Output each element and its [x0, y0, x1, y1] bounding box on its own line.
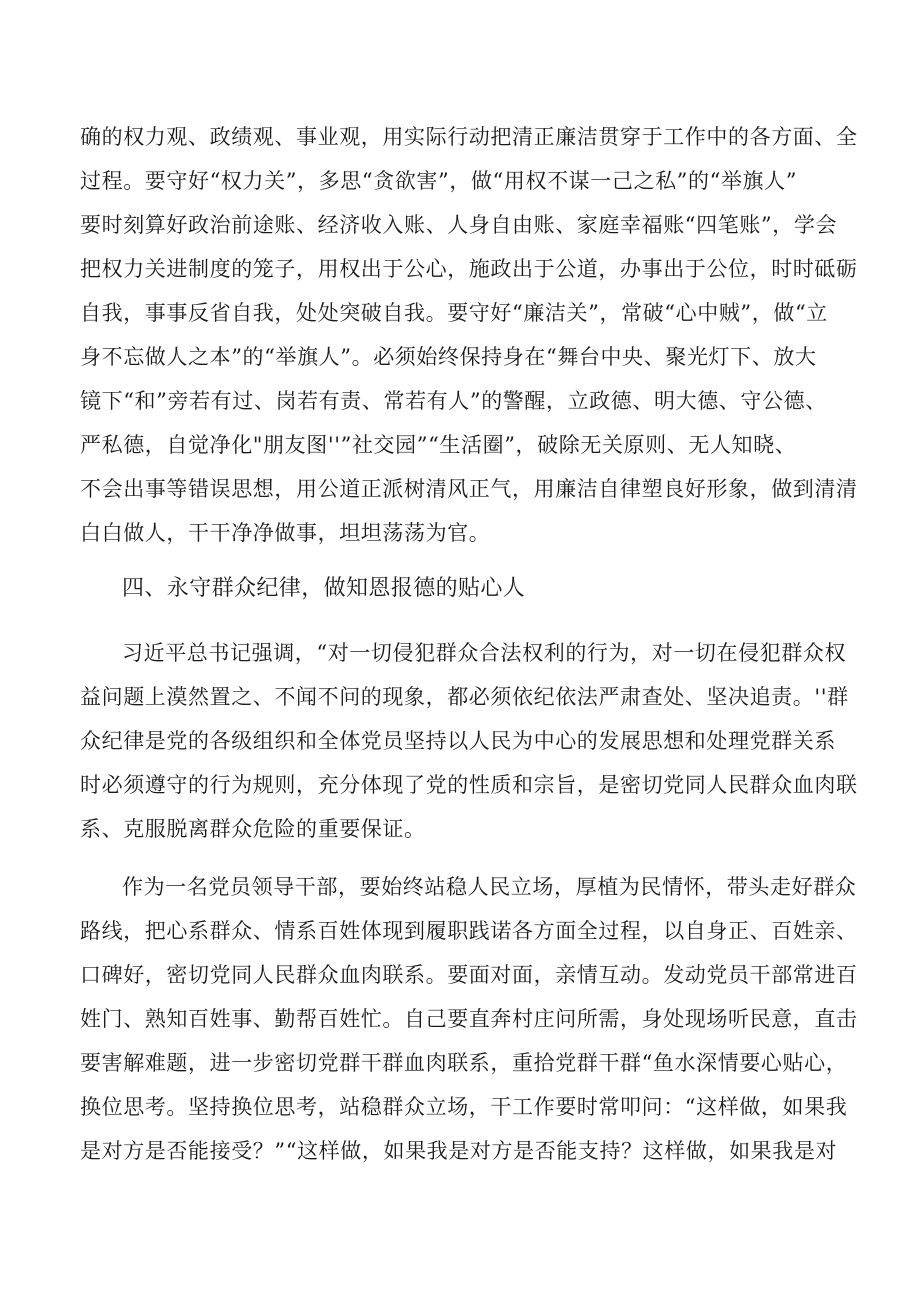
paragraph-line: 作为一名党员领导干部，要始终站稳人民立场，厚植为民情怀，带头走好群众 [122, 875, 857, 899]
paragraph-line: 身不忘做人之本”的“举旗人”。必须始终保持身在“舞台中央、聚光灯下、放大 [80, 345, 817, 369]
paragraph-line: 要害解难题，进一步密切党群干群血肉联系，重拾党群干群“鱼水深情要心贴心， [80, 1051, 848, 1075]
paragraph-line: 要时刻算好政治前途账、经济收入账、人身自由账、家庭幸福账“四笔账”，学会 [80, 213, 838, 237]
paragraph-line: 把权力关进制度的笼子，用权出于公心，施政出于公道，办事出于公位，时时砥砺 [80, 257, 858, 281]
paragraph-line: 过程。要守好“权力关”，多思“贪欲害”，做“用权不谋一己之私”的“举旗人” [80, 169, 798, 193]
paragraph-line: 习近平总书记强调，“对一切侵犯群众合法权利的行为，对一切在侵犯群众权 [122, 641, 847, 665]
paragraph-line: 路线，把心系群众、情系百姓体现到履职践诺各方面全过程，以自身正、百姓亲、 [80, 919, 858, 943]
paragraph-line: 自我，事事反省自我，处处突破自我。要守好“廉洁关”，常破“心中贼”，做“立 [80, 301, 828, 325]
paragraph-line: 镜下“和”旁若有过、岗若有责、常若有人”的警醒，立政德、明大德、守公德、 [80, 389, 827, 413]
paragraph-line: 换位思考。坚持换位思考，站稳群众立场，干工作要时常叩问：“这样做，如果我 [80, 1095, 848, 1119]
paragraph-line: 白白做人，干干净净做事，坦坦荡荡为官。 [80, 521, 491, 545]
paragraph-line: 益问题上漠然置之、不闻不问的现象，都必须依纪依法严肃查处、坚决追责。''群 [80, 685, 849, 709]
paragraph-line: 时必须遵守的行为规则，充分体现了党的性质和宗旨，是密切党同人民群众血肉联 [80, 773, 858, 797]
section-heading: 四、永守群众纪律，做知恩报德的贴心人 [122, 576, 526, 601]
paragraph-line: 是对方是否能接受？”“这样做，如果我是对方是否能支持？这样做，如果我是对 [80, 1139, 838, 1163]
paragraph-line: 不会出事等错误思想，用公道正派树清风正气，用廉洁自律塑良好形象，做到清清 [80, 477, 858, 501]
paragraph-line: 姓门、熟知百姓事、勤帮百姓忙。自己要直奔村庄问所需，身处现场听民意，直击 [80, 1007, 858, 1031]
paragraph-line: 众纪律是党的各级组织和全体党员坚持以人民为中心的发展思想和处理党群关系 [80, 729, 836, 753]
paragraph-line: 口碑好，密切党同人民群众血肉联系。要面对面，亲情互动。发动党员干部常进百 [80, 963, 858, 987]
paragraph-line: 确的权力观、政绩观、事业观，用实际行动把清正廉洁贯穿于工作中的各方面、全 [80, 125, 858, 149]
paragraph-line: 系、克服脱离群众危险的重要保证。 [80, 817, 426, 841]
paragraph-line: 严私德，自觉净化"朋友图''”社交园”“生活圈”，破除无关原则、无人知晓、 [80, 433, 797, 457]
